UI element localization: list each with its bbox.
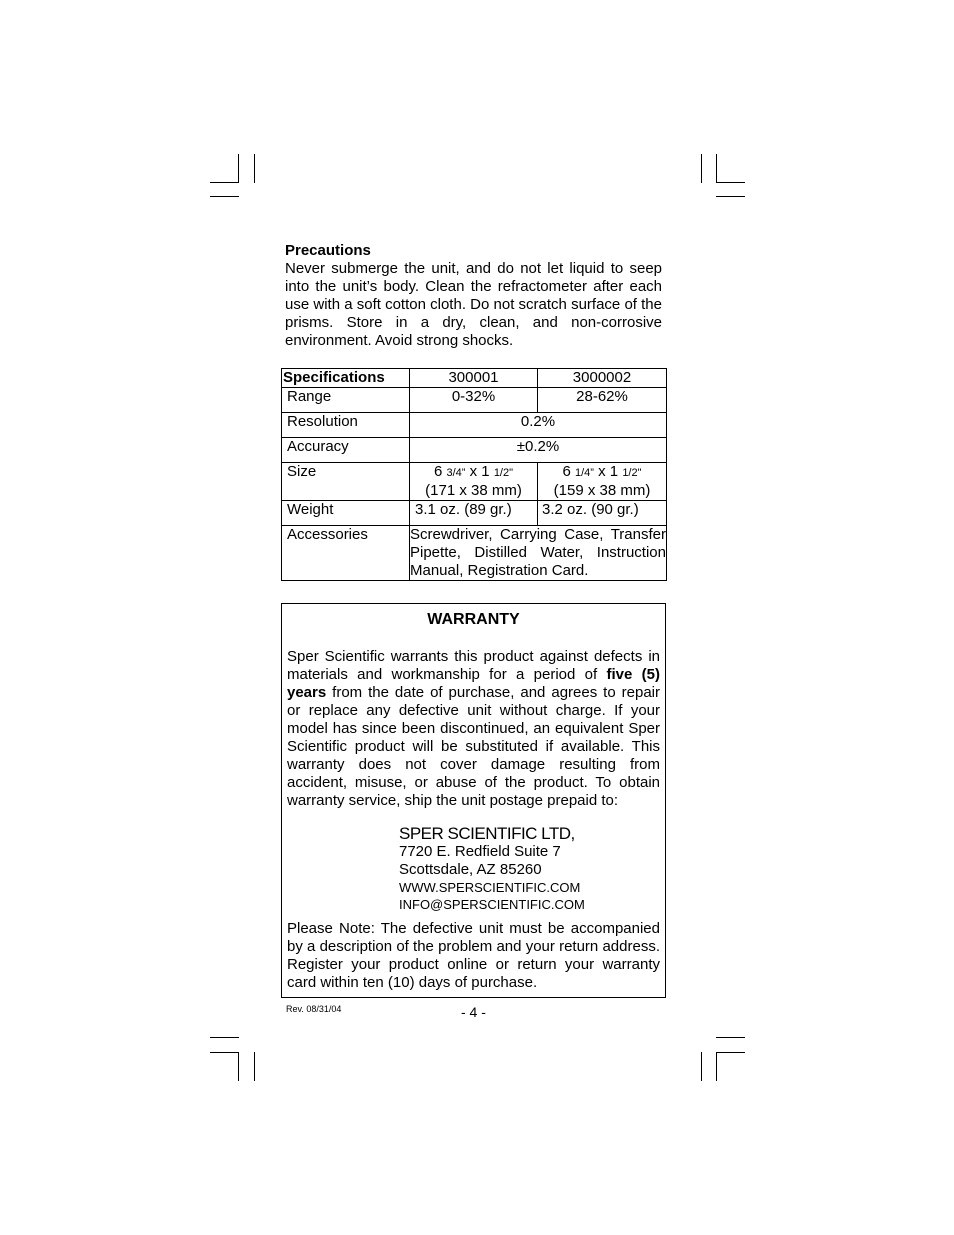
crop-mark <box>716 1037 745 1038</box>
weight-a: 3.1 oz. (89 gr.) <box>410 501 538 526</box>
crop-mark <box>210 196 239 197</box>
table-row <box>282 501 667 526</box>
accuracy-label: Accuracy <box>282 438 410 463</box>
size-a-mm: (171 x 38 mm) <box>425 482 522 499</box>
table-row <box>282 438 667 463</box>
model-b-header: 3000002 <box>538 369 667 388</box>
page-number: - 4 - <box>461 1004 486 1020</box>
crop-mark <box>238 1052 239 1081</box>
address-line-1: 7720 E. Redfield Suite 7 <box>399 843 561 860</box>
email-link: INFO@SPERSCIENTIFIC.COM <box>399 897 585 912</box>
model-a-header: 300001 <box>410 369 538 388</box>
crop-mark <box>210 1052 239 1053</box>
size-a-frac2: 1/2" <box>493 467 514 479</box>
crop-mark <box>254 154 255 183</box>
specifications-table <box>281 368 667 581</box>
size-label: Size <box>282 463 410 501</box>
warranty-text-a: Sper Scientific warrants this product against defects in materials and workmanship for a period of <box>287 648 660 683</box>
range-label: Range <box>282 388 410 413</box>
size-b-x: x 1 <box>598 463 619 480</box>
size-b-mm: (159 x 38 mm) <box>553 482 651 499</box>
company-name: SPER SCIENTIFIC LTD, <box>399 824 575 843</box>
crop-mark <box>716 1052 717 1081</box>
size-b-whole: 6 <box>562 463 571 480</box>
size-a-frac1: 3/4” <box>446 467 466 479</box>
crop-mark <box>210 182 239 183</box>
table-row <box>282 413 667 438</box>
warranty-box <box>281 603 666 998</box>
table-row <box>282 463 667 501</box>
revision-date: Rev. 08/31/04 <box>286 1004 342 1014</box>
crop-mark <box>716 196 745 197</box>
size-b <box>538 463 667 501</box>
warranty-period: five (5) years <box>287 666 660 701</box>
crop-mark <box>210 1037 239 1038</box>
size-b-frac2: 1/2" <box>622 467 642 479</box>
address-line-2: Scottsdale, AZ 85260 <box>399 861 542 878</box>
crop-mark <box>701 154 702 183</box>
resolution-label: Resolution <box>282 413 410 438</box>
weight-b: 3.2 oz. (90 gr.) <box>538 501 667 526</box>
table-row <box>282 369 667 388</box>
table-row <box>282 526 667 581</box>
accessories-label: Accessories <box>282 526 410 581</box>
precautions-section <box>285 242 662 350</box>
specifications-header: Specifications <box>282 369 410 388</box>
precautions-body: Never submerge the unit, and do not let liquid to seep into the unit’s body. Clean the refractometer after each use with a soft cotton cloth. Do not scratch surface of the prisms. Store in a dry, clean, and non-corrosive environment. Avoid strong shocks. <box>285 260 662 349</box>
resolution-value: 0.2% <box>410 413 667 438</box>
warranty-text-b: from the date of purchase, and agrees to repair or replace any defective unit without charge. If your model has since been discontinued, an equivalent Sper Scientific product will be substituted if available. This warranty does not cover damage resulting from accident, misuse, or abuse of the product. To obtain warranty service, ship the unit postage prepaid to: <box>287 684 660 809</box>
warranty-title: WARRANTY <box>427 611 520 628</box>
crop-mark <box>716 182 745 183</box>
crop-mark <box>716 1052 745 1053</box>
company-address <box>399 824 665 913</box>
range-b: 28-62% <box>538 388 667 413</box>
weight-label: Weight <box>282 501 410 526</box>
range-a: 0-32% <box>410 388 538 413</box>
crop-mark <box>716 154 717 183</box>
accessories-value: Screwdriver, Carrying Case, Transfer Pipette, Distilled Water, Instruction Manual, Registration Card. <box>410 526 666 579</box>
size-a-whole: 6 <box>433 463 443 480</box>
crop-mark <box>701 1052 702 1081</box>
crop-mark <box>254 1052 255 1081</box>
precautions-title: Precautions <box>285 242 371 259</box>
warranty-note: Please Note: The defective unit must be accompanied by a description of the problem and your return address. Register your product online or return your warranty card within ten (10) days of purchase. <box>287 920 660 991</box>
table-row <box>282 388 667 413</box>
accuracy-value: ±0.2% <box>410 438 667 463</box>
size-a-x: x 1 <box>469 463 490 480</box>
website-link: WWW.SPERSCIENTIFIC.COM <box>399 880 581 895</box>
size-a <box>410 463 538 501</box>
warranty-paragraph <box>287 648 660 810</box>
size-b-frac1: 1/4” <box>574 467 594 479</box>
crop-mark <box>238 154 239 183</box>
